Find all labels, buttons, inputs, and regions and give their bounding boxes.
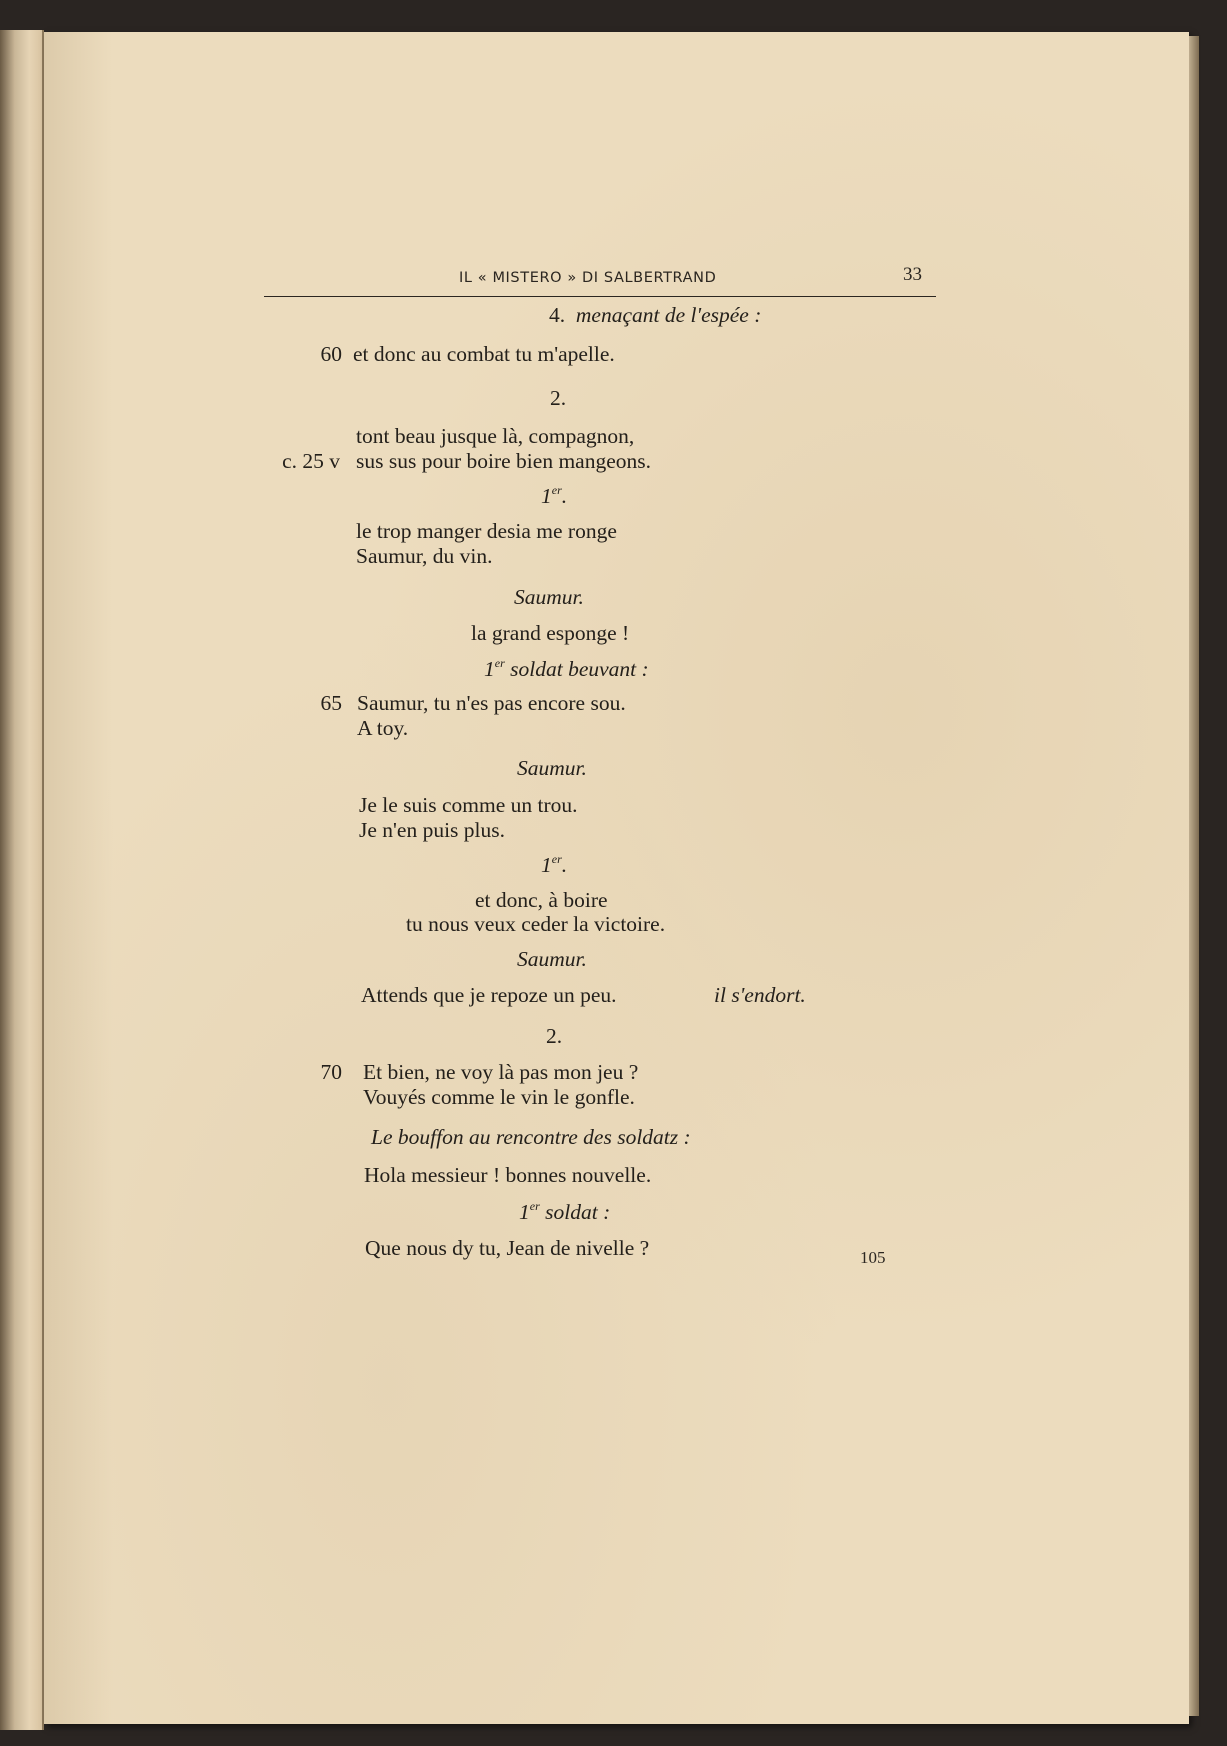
- verse-line: et donc au combat tu m'apelle.: [353, 342, 615, 366]
- line-number: 65: [320, 691, 342, 715]
- verse-line: Saumur, tu n'es pas encore sou.: [357, 691, 626, 715]
- verse-line: Je n'en puis plus.: [359, 818, 506, 842]
- book-page: [44, 32, 1189, 1724]
- speaker-line: [549, 303, 761, 328]
- verse-line: Je le suis comme un trou.: [359, 793, 578, 817]
- speaker-heading: 1er soldat beuvant :: [484, 656, 649, 681]
- verse-line: le trop manger desia me ronge: [356, 519, 617, 543]
- stage-direction: Le bouffon au rencontre des soldatz :: [371, 1125, 691, 1149]
- speaker-heading: Saumur.: [514, 585, 584, 609]
- verse-line: Vouyés comme le vin le gonfle.: [363, 1085, 635, 1109]
- speaker-number: 4.: [549, 303, 566, 327]
- verse-line: la grand esponge !: [471, 621, 630, 645]
- speaker-number: 2.: [550, 386, 567, 410]
- line-number: 60: [320, 342, 342, 366]
- verse-line: A toy.: [357, 716, 409, 740]
- verse-line: tont beau jusque là, compagnon,: [356, 424, 635, 448]
- speaker-number: 2.: [546, 1024, 563, 1048]
- verse-line: Attends que je repoze un peu.: [361, 983, 617, 1007]
- speaker-heading: 1er.: [541, 852, 568, 877]
- running-title: IL « MISTERO » DI SALBERTRAND: [459, 270, 717, 286]
- running-header: [264, 264, 936, 297]
- line-number: 70: [320, 1060, 342, 1084]
- page-number: 33: [903, 264, 922, 285]
- verse-line: sus sus pour boire bien mangeons.: [356, 449, 651, 473]
- verse-line: Hola messieur ! bonnes nouvelle.: [364, 1163, 652, 1187]
- facing-page-edge: [0, 30, 44, 1730]
- speaker-heading: Saumur.: [517, 756, 587, 780]
- speaker-heading: Saumur.: [517, 947, 587, 971]
- stage-direction: il s'endort.: [714, 983, 806, 1007]
- verse-line: Que nous dy tu, Jean de nivelle ?: [365, 1236, 650, 1260]
- folio-number: 105: [860, 1248, 886, 1267]
- verse-line: tu nous veux ceder la victoire.: [406, 912, 666, 936]
- folio-reference: c. 25 v: [282, 449, 340, 473]
- verse-line: Et bien, ne voy là pas mon jeu ?: [363, 1060, 639, 1084]
- page-edge-shadow: [1189, 36, 1199, 1716]
- verse-line: Saumur, du vin.: [356, 544, 493, 568]
- speaker-heading: 1er.: [541, 483, 568, 508]
- stage-direction: menaçant de l'espée :: [575, 303, 762, 327]
- speaker-heading: 1er soldat :: [519, 1199, 611, 1224]
- verse-line: et donc, à boire: [475, 888, 608, 912]
